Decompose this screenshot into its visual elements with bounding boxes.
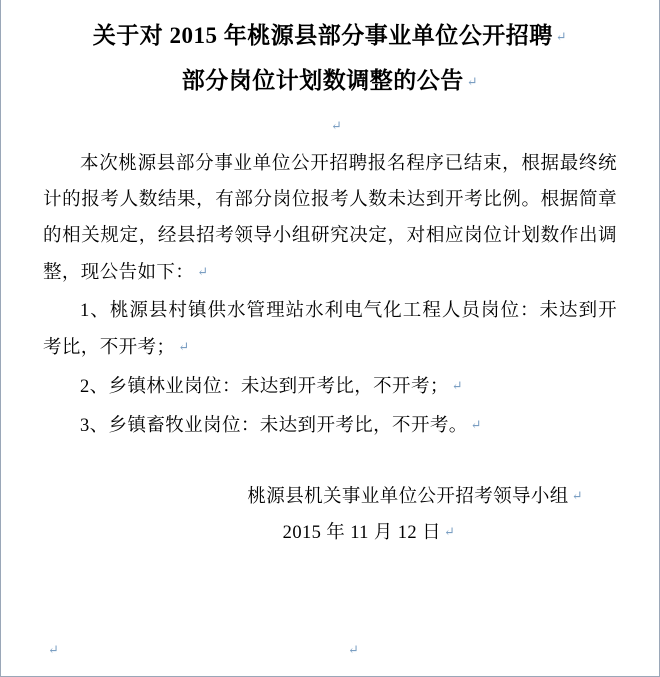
paragraph-mark-icon: ↵ (348, 642, 359, 657)
document-body (43, 146, 617, 444)
paragraph-item-3-text: 3、乡镇畜牧业岗位：未达到开考比，不开考。 (80, 416, 468, 436)
document-signature (43, 478, 617, 515)
paragraph-item-3 (43, 407, 617, 444)
title-line-1-text: 关于对 2015 年桃源县部分事业单位公开招聘 (92, 23, 553, 48)
document-date (43, 515, 617, 550)
paragraph-mark-icon: ↵ (466, 74, 479, 89)
signature-text: 桃源县机关事业单位公开招考领导小组 (247, 487, 569, 507)
paragraph-mark-icon: ↵ (48, 642, 59, 657)
document-title (43, 14, 617, 104)
paragraph-item-1 (43, 293, 617, 366)
date-text: 2015 年 11 月 12 日 (282, 523, 442, 543)
paragraph-mark-icon: ↵ (197, 264, 209, 279)
paragraph-mark-icon: ↵ (178, 339, 190, 354)
title-line-2-text: 部分岗位计划数调整的公告 (181, 68, 464, 93)
paragraph-intro-text: 本次桃源县部分事业单位公开招聘报名程序已结束，根据最终统计的报考人数结果，有部分岗位报考人数未达到开考比例。根据简章的相关规定，经县招考领导小组研究决定，对相应岗位计划数作出调整，现公告如下： (43, 154, 617, 283)
paragraph-mark-icon: ↵ (451, 378, 464, 393)
paragraph-intro (43, 146, 617, 291)
title-line-1 (43, 14, 617, 59)
paragraph-mark-icon: ↵ (444, 524, 456, 539)
document-content (1, 0, 659, 550)
paragraph-item-2 (43, 368, 617, 405)
paragraph-mark-icon: ↵ (571, 488, 583, 503)
blank-line (43, 104, 617, 146)
title-line-2 (43, 59, 617, 104)
paragraph-mark-icon: ↵ (470, 417, 482, 432)
document-footer-marks (1, 642, 659, 662)
paragraph-item-1-text: 1、桃源县村镇供水管理站水利电气化工程人员岗位：未达到开考比，不开考； (43, 301, 617, 358)
paragraph-mark-icon: ↵ (555, 29, 568, 44)
paragraph-mark-icon: ↵ (331, 118, 342, 133)
paragraph-item-2-text: 2、乡镇林业岗位：未达到开考比，不开考； (80, 377, 449, 397)
